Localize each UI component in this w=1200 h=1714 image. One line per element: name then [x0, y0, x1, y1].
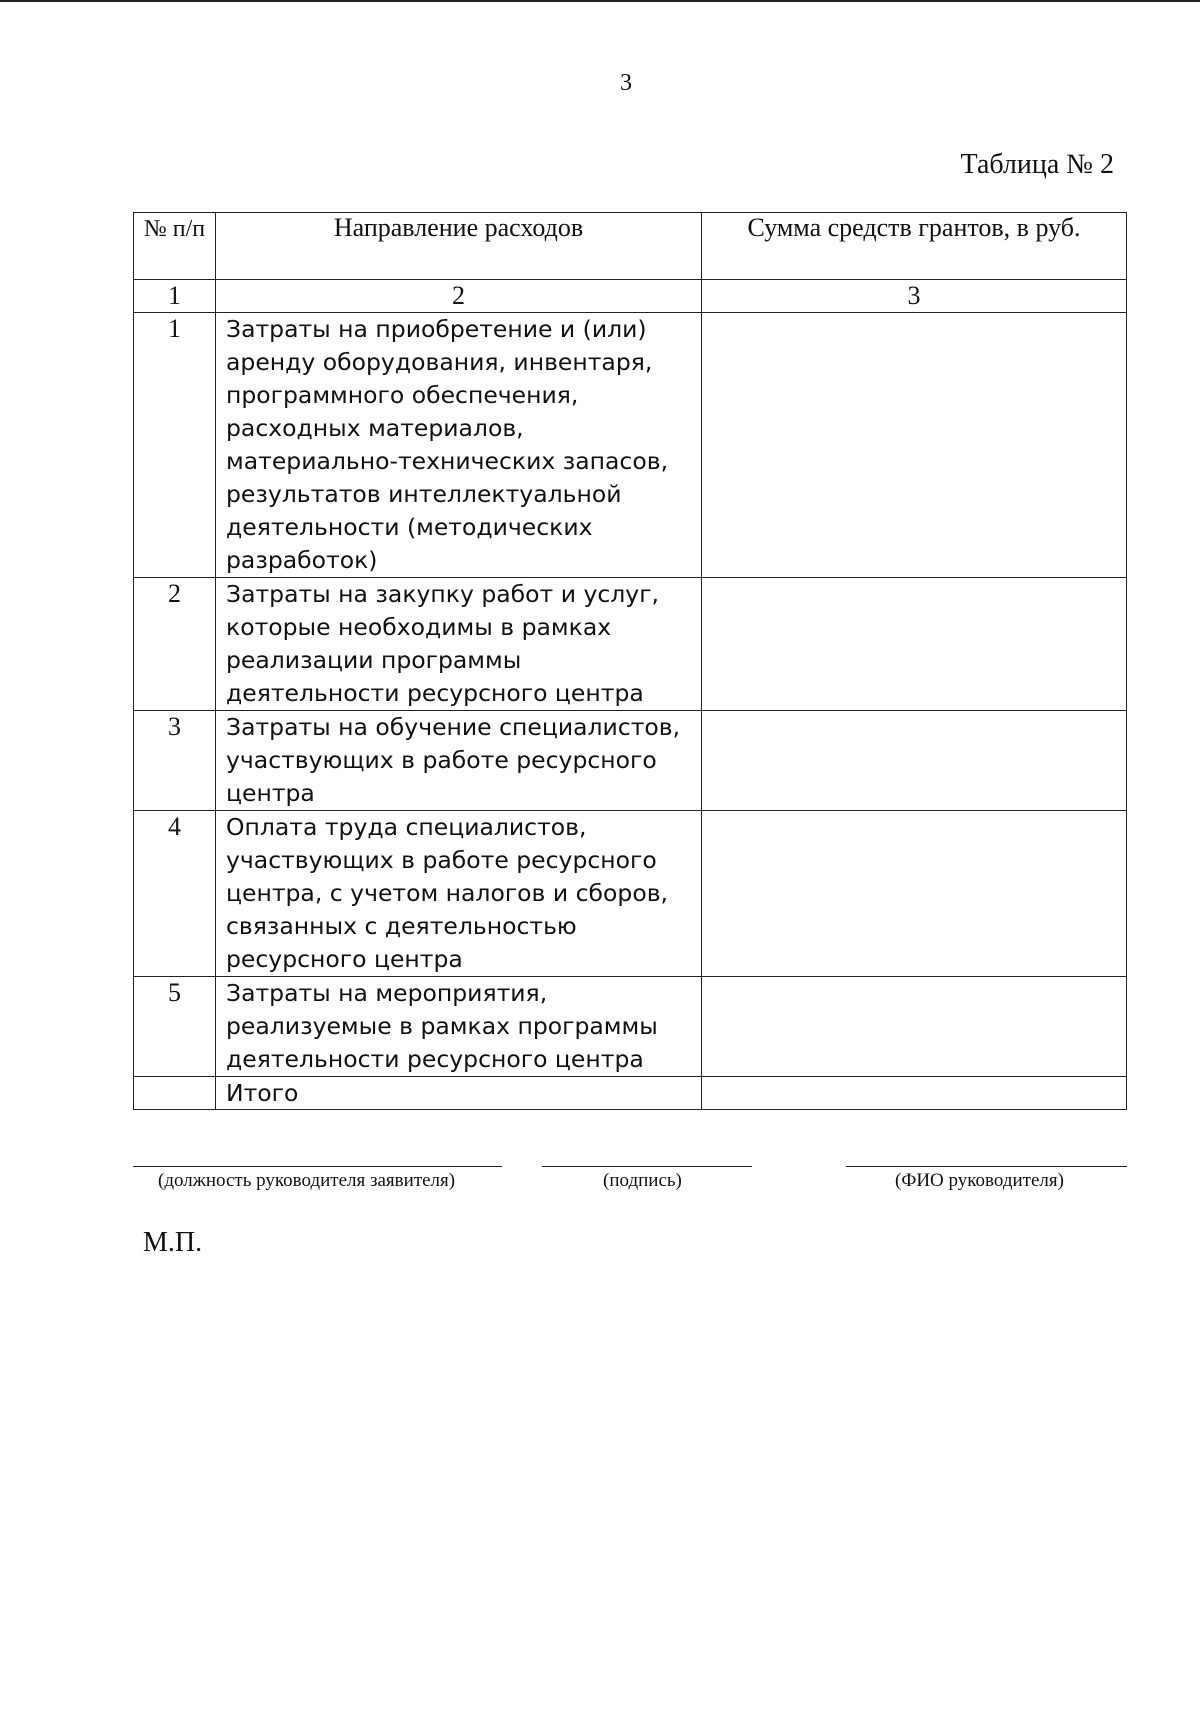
signature-line[interactable]: [542, 1166, 752, 1167]
total-sum-cell[interactable]: [702, 1077, 1127, 1110]
table-row: [134, 977, 1127, 1077]
stamp-mark: М.П.: [143, 1227, 203, 1258]
total-num-cell: [134, 1077, 216, 1110]
name-signature-line[interactable]: [846, 1166, 1127, 1167]
column-index: 1: [134, 280, 216, 313]
row-direction: Затраты на обучение специалистов, участвующих в работе ресурсного центра: [216, 711, 702, 811]
header-num: № п/п: [134, 213, 216, 280]
row-direction: Оплата труда специалистов, участвующих в работе ресурсного центра, с учетом налогов и сборов, связанных с деятельностью ресурсного центра: [216, 811, 702, 977]
header-sum: Сумма средств грантов, в руб.: [702, 213, 1127, 280]
table-row: [134, 811, 1127, 977]
column-index: 3: [702, 280, 1127, 313]
column-index: 2: [216, 280, 702, 313]
row-sum[interactable]: [702, 711, 1127, 811]
page-number: 3: [620, 70, 632, 96]
row-number: 4: [134, 811, 216, 977]
total-label: Итого: [216, 1077, 702, 1110]
table-row: [134, 578, 1127, 711]
table-header-row: [134, 213, 1127, 280]
column-index-row: [134, 280, 1127, 313]
row-number: 3: [134, 711, 216, 811]
table-row: [134, 313, 1127, 578]
scan-top-edge: [0, 0, 1200, 2]
row-direction: Затраты на закупку работ и услуг, которые необходимы в рамках реализации программы деятельности ресурсного центра: [216, 578, 702, 711]
header-direction: Направление расходов: [216, 213, 702, 280]
row-sum[interactable]: [702, 977, 1127, 1077]
total-row: [134, 1077, 1127, 1110]
row-number: 1: [134, 313, 216, 578]
signature-caption: (подпись): [603, 1170, 682, 1191]
row-sum[interactable]: [702, 811, 1127, 977]
name-caption: (ФИО руководителя): [895, 1170, 1064, 1191]
table-label: Таблица № 2: [960, 149, 1114, 180]
row-sum[interactable]: [702, 578, 1127, 711]
row-number: 5: [134, 977, 216, 1077]
row-sum[interactable]: [702, 313, 1127, 578]
row-direction: Затраты на приобретение и (или) аренду оборудования, инвентаря, программного обеспечения, расходных материалов, материально-технических запасов, результатов интеллектуальной деятельности (методических разработок): [216, 313, 702, 578]
position-signature-line[interactable]: [133, 1166, 502, 1167]
row-number: 2: [134, 578, 216, 711]
table-row: [134, 711, 1127, 811]
position-caption: (должность руководителя заявителя): [158, 1170, 456, 1191]
expense-table: [133, 212, 1127, 1110]
row-direction: Затраты на мероприятия, реализуемые в рамках программы деятельности ресурсного центра: [216, 977, 702, 1077]
